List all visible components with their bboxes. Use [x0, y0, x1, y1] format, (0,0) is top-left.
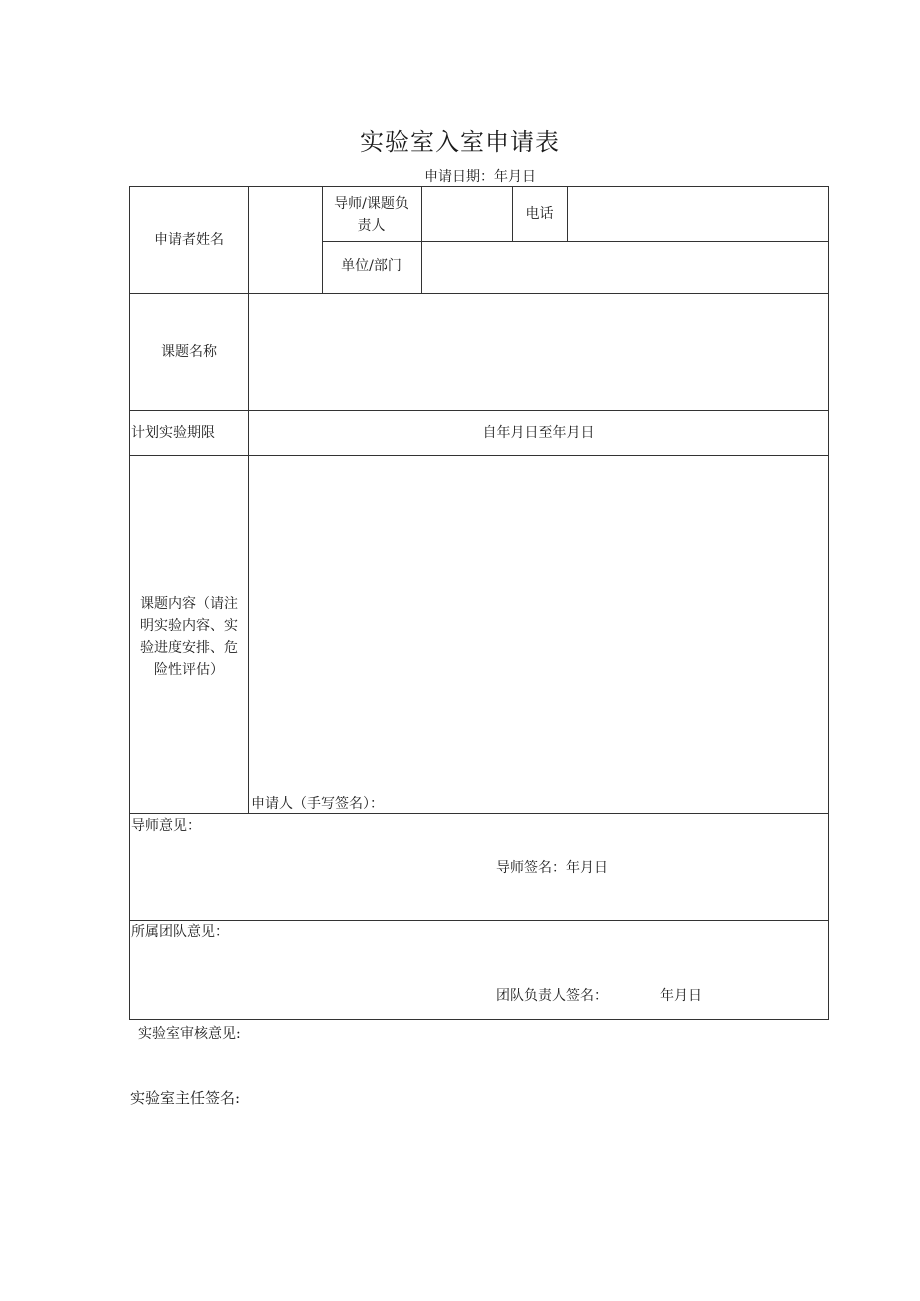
applicant-name-label: 申请者姓名: [154, 232, 224, 248]
plan-period-value[interactable]: 自年月日至年月日: [482, 425, 595, 441]
project-content-label-line1: 课题内容（请注: [140, 596, 238, 612]
advisor-label-line1: 导师/课题负: [334, 196, 409, 212]
project-content-label-line2: 明实验内容、实: [140, 618, 238, 634]
project-name-label: 课题名称: [161, 344, 217, 360]
advisor-label-line2: 责人: [357, 218, 386, 234]
phone-label: 电话: [525, 206, 554, 222]
lab-director-signature-label: 实验室主任签名:: [130, 1089, 241, 1107]
advisor-input[interactable]: [422, 187, 511, 240]
unit-dept-label: 单位/部门: [341, 258, 402, 274]
advisor-opinion-label: 导师意见：: [131, 818, 201, 834]
row-divider: [130, 410, 829, 411]
project-content-label-line3: 验进度安排、危: [140, 640, 238, 656]
applicant-name-input[interactable]: [249, 187, 322, 292]
plan-period-label: 计划实验期限: [131, 425, 215, 441]
application-date: 申请日期：年月日: [424, 169, 536, 185]
team-opinion-input[interactable]: [130, 944, 828, 984]
lab-review-label: 实验室审核意见:: [138, 1026, 241, 1042]
team-opinion-label: 所属团队意见：: [131, 924, 229, 940]
project-name-input[interactable]: [249, 293, 828, 409]
applicant-signature-label: 申请人（手写签名）：: [251, 796, 384, 812]
project-content-label-line4: 险性评估）: [154, 662, 224, 678]
phone-input[interactable]: [567, 187, 828, 240]
project-content-label: [130, 593, 248, 681]
project-content-input[interactable]: [249, 455, 828, 785]
row-divider: [130, 920, 829, 921]
unit-dept-input[interactable]: [422, 241, 828, 292]
advisor-opinion-input[interactable]: [130, 838, 828, 918]
team-signature-label: 团队负责人签名：: [496, 988, 608, 1004]
team-signature-date: 年月日: [660, 988, 702, 1004]
row-divider: [130, 813, 829, 814]
advisor-signature-label: 导师签名：年月日: [496, 860, 608, 876]
advisor-label: [322, 193, 421, 237]
form-title: 实验室入室申请表: [360, 128, 560, 156]
